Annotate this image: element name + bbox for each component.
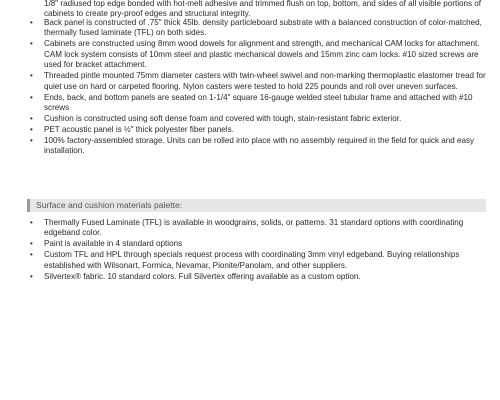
bullet-icon: • [30,71,33,81]
spec-item-cabinet-construction [28,39,486,70]
palette-item-custom-tfl-hpl [28,250,486,271]
spec-item-text: Back panel is constructed of .75" thick 45lb. density particleboard substrate with a balanced construction of color-matched, thermally fused laminate (TFL) on both sides. [44,18,482,38]
palette-item-paint [28,239,486,249]
palette-item-fabric [28,272,486,282]
spec-item-steel-frame [28,93,486,114]
materials-palette-list [28,218,486,283]
palette-item-text: Custom TFL and HPL through specials request process with coordinating 3mm vinyl edgeband. Buying relationships established with Wilsonart, Formica, Nevamar, Pionite/Panolam, and other suppliers. [44,250,460,270]
spec-item-text: Threaded pintle mounted 75mm diameter casters with twin-wheel swivel and non-marking thermoplastic elastomer tread for quiet use on hard or carpeted flooring. Nylon casters were tested to hold 225 pounds and roll over uneven surfaces. [44,71,486,91]
spec-item-casters [28,71,486,92]
spec-item-text: Cushion is constructed using soft dense foam and covered with tough, stain-resistant fabric exterior. [44,114,402,124]
spec-item-cushion [28,114,486,124]
bullet-icon: • [30,39,33,49]
spec-item-back-panel [28,18,486,39]
spec-item-text: Ends, back, and bottom panels are seated on 1-1/4" square 16-gauge welded steel tubular frame and attached with #10 screws [44,92,473,113]
palette-item-text: Silvertex® fabric. 10 standard colors. Full Silvertex offering available as a custom option. [44,271,361,281]
spec-item-text: 100% factory-assembled storage. Units can be rolled into place with no assembly required in the field for quick and easy installation. [44,136,475,156]
bullet-icon: • [30,239,33,249]
bullet-icon: • [30,92,33,102]
spec-item-acoustic-panel [28,125,486,135]
bullet-icon: • [30,271,33,281]
bullet-icon: • [30,125,33,135]
construction-spec-list [28,18,486,157]
palette-item-text: Paint is available in 4 standard options [44,239,183,249]
palette-item-text: Thermally Fused Laminate (TFL) is available in woodgrains, solids, or patterns. 31 standard options with coordinating edgeband color. [44,218,464,238]
spec-item-text: Cabinets are constructed using 8mm wood dowels for alignment and strength, and mechanical CAM locks for attachment. CAM lock system consists of 10mm steel and plastic mechanical dowels and 15mm zinc cam locks. #10 sized screws are used for bracket attachment. [44,39,480,70]
bullet-icon: • [30,218,33,227]
bullet-icon: • [30,114,33,124]
palette-section-header [27,199,486,212]
bullet-icon: • [30,250,33,260]
palette-item-tfl [28,218,486,239]
spec-item-factory-assembled [28,136,486,157]
section-title: Surface and cushion materials palette: [36,200,183,210]
spec-item-text: PET acoustic panel is ½" thick polyester fiber panels. [44,125,234,135]
bullet-icon: • [30,136,33,146]
continued-paragraph: 1/8" radiused top edge bonded with hot-melt adhesive and trimmed flush on top, bottom, and sides of all visible portions of cabinets to create pry-proof edges and structural integrity. [44,0,482,19]
bullet-icon: • [30,18,33,27]
